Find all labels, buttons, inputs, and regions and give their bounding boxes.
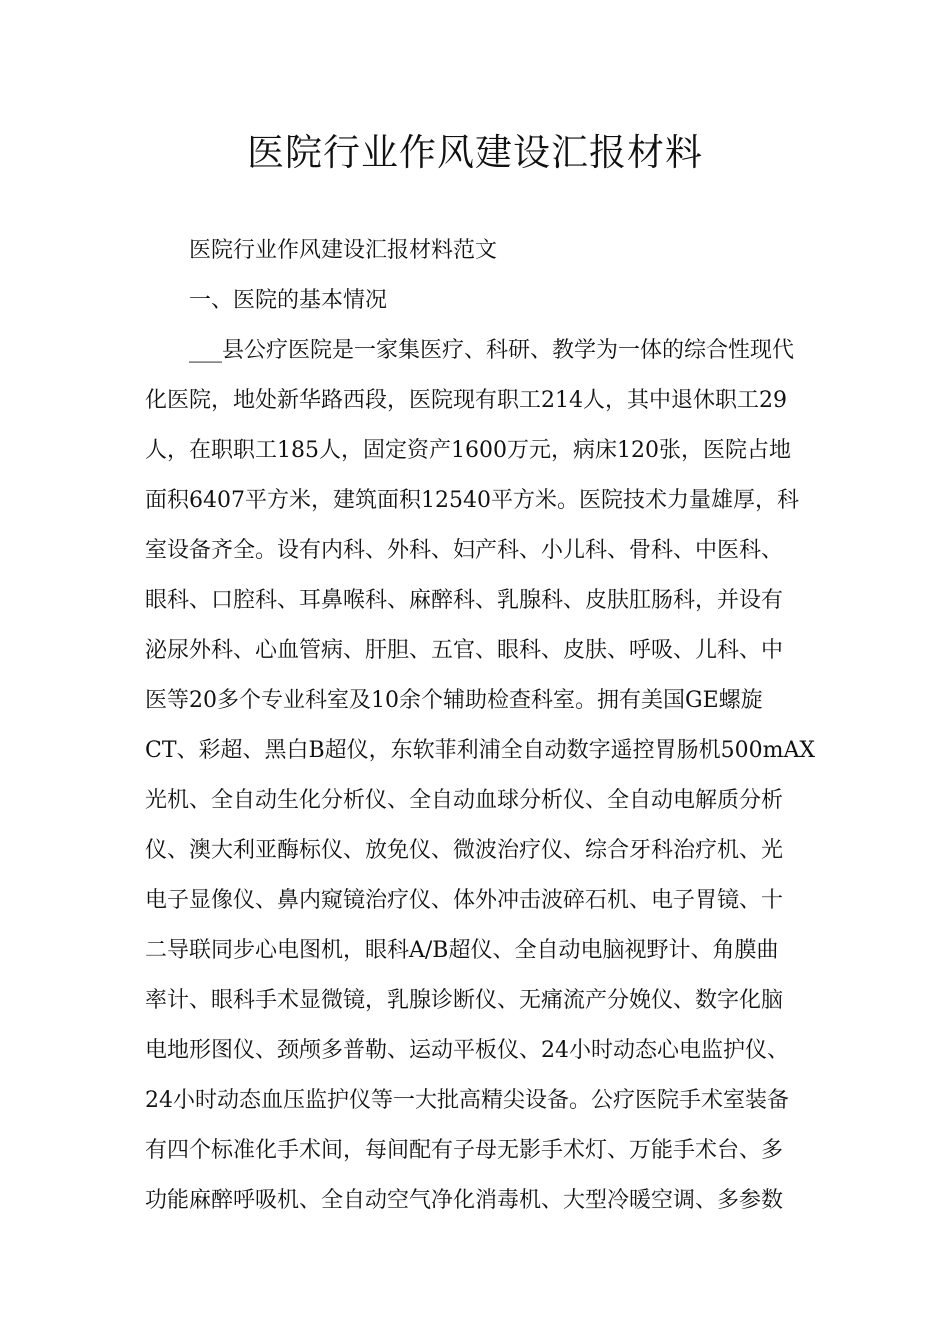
paragraph-line: 面积6407平方米，建筑面积12540平方米。医院技术力量雄厚，科 bbox=[145, 488, 799, 513]
document-body bbox=[145, 226, 817, 1226]
paragraph-line: 化医院，地处新华路西段，医院现有职工214人，其中退休职工29 bbox=[145, 388, 787, 413]
subtitle-line: 医院行业作风建设汇报材料范文 bbox=[189, 238, 498, 263]
document-title: 医院行业作风建设汇报材料 bbox=[247, 131, 703, 174]
paragraph-line: 功能麻醉呼吸机、全自动空气净化消毒机、大型冷暖空调、多参数 bbox=[145, 1188, 784, 1213]
paragraph-line: 室设备齐全。设有内科、外科、妇产科、小儿科、骨科、中医科、 bbox=[145, 538, 784, 563]
paragraph-line: ___县公疗医院是一家集医疗、科研、教学为一体的综合性现代 bbox=[189, 338, 795, 363]
paragraph-line: 率计、眼科手术显微镜，乳腺诊断仪、无痛流产分娩仪、数字化脑 bbox=[145, 988, 784, 1013]
paragraph-line: CT、彩超、黑白B超仪，东软菲利浦全自动数字遥控胃肠机500mAX bbox=[145, 738, 816, 763]
paragraph-line: 人，在职职工185人，固定资产1600万元，病床120张，医院占地 bbox=[145, 438, 791, 463]
paragraph-line: 仪、澳大利亚酶标仪、放免仪、微波治疗仪、综合牙科治疗机、光 bbox=[145, 838, 784, 863]
paragraph-line: 二导联同步心电图机，眼科A/B超仪、全自动电脑视野计、角膜曲 bbox=[145, 938, 779, 963]
paragraph-line: 电地形图仪、颈颅多普勒、运动平板仪、24小时动态心电监护仪、 bbox=[145, 1038, 789, 1063]
paragraph-line: 24小时动态血压监护仪等一大批高精尖设备。公疗医院手术室装备 bbox=[145, 1088, 789, 1113]
paragraph-line: 有四个标准化手术间，每间配有子母无影手术灯、万能手术台、多 bbox=[145, 1138, 784, 1163]
paragraph-line: 泌尿外科、心血管病、肝胆、五官、眼科、皮肤、呼吸、儿科、中 bbox=[145, 638, 784, 663]
paragraph-line: 医等20多个专业科室及10余个辅助检查科室。拥有美国GE螺旋 bbox=[145, 688, 763, 713]
paragraph-line: 眼科、口腔科、耳鼻喉科、麻醉科、乳腺科、皮肤肛肠科，并设有 bbox=[145, 588, 784, 613]
paragraph-line: 电子显像仪、鼻内窥镜治疗仪、体外冲击波碎石机、电子胃镜、十 bbox=[145, 888, 784, 913]
section-heading: 一、医院的基本情况 bbox=[189, 288, 388, 313]
paragraph-line: 光机、全自动生化分析仪、全自动血球分析仪、全自动电解质分析 bbox=[145, 788, 784, 813]
